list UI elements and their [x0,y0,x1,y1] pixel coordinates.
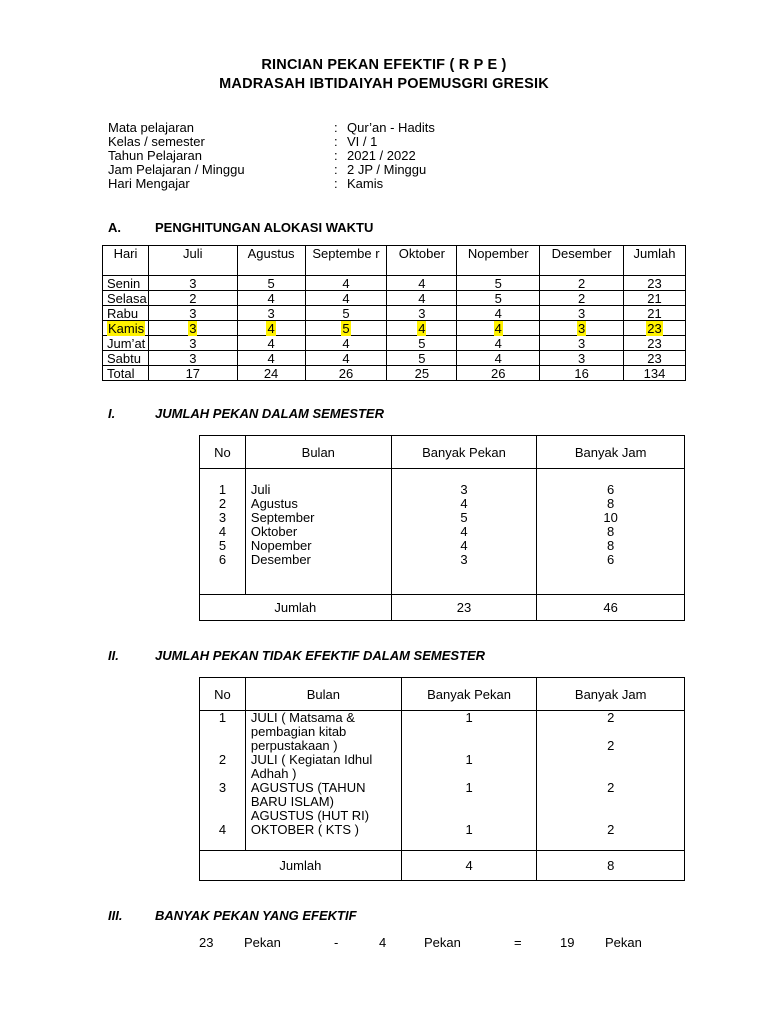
cell-line: Agustus [250,496,298,511]
info-value: VI / 1 [347,134,378,149]
cell-text: 4 [267,335,275,351]
cell-line [402,767,537,781]
value-cell [457,276,540,291]
value-cell [387,351,457,366]
cell-text: 21 [647,290,662,306]
allocation-table [102,245,686,381]
value-cell [387,306,457,321]
cell-line: 4 [460,524,468,539]
cell-text: 3 [189,350,197,366]
total-row [200,851,685,881]
value-cell [540,291,624,306]
cell-text: 16 [574,365,589,381]
value-cell [624,321,686,336]
non-effective-weeks-table [199,677,685,881]
cell-line: Adhah ) [250,766,297,781]
header-cell: Desember [540,246,624,276]
cell-line: Nopember [250,538,312,553]
bulan-column [245,469,391,595]
value-cell [624,276,686,291]
cell-line: OKTOBER ( KTS ) [250,822,359,837]
cell-text: 4 [494,335,502,351]
cell-line: 8 [607,524,615,539]
cell-text: 5 [342,320,350,336]
cell-line: 6 [607,482,615,497]
cell-line [200,739,245,753]
cell-line: 1 [465,822,473,837]
cell-line [200,725,245,739]
section-1-heading [108,406,384,421]
value-cell [305,306,387,321]
cell-text: 5 [418,350,426,366]
cell-line: 1 [465,710,473,725]
cell-line: 3 [460,482,468,497]
value-cell [148,351,237,366]
cell-line: 2 [218,496,227,511]
info-value: Qur’an - Hadits [347,120,435,135]
info-label: Jam Pelajaran / Minggu [108,162,245,177]
cell-line [402,795,537,809]
value-cell [540,306,624,321]
cell-line: 4 [460,496,468,511]
section-number: III. [108,908,123,923]
cell-line: 3 [218,510,227,525]
section-number: II. [108,648,119,663]
cell-line: 4 [218,822,227,837]
value-cell [148,291,237,306]
cell-line [200,809,245,823]
header-cell: No [200,436,246,469]
value-cell [237,291,305,306]
value-cell [237,321,305,336]
cell-line [402,809,537,823]
value-cell [624,291,686,306]
cell-line [402,725,537,739]
eq-total-weeks: 23 [199,935,214,950]
cell-text: 4 [494,305,502,321]
info-label: Tahun Pelajaran [108,148,202,163]
value-cell [624,366,686,381]
info-value: 2021 / 2022 [347,148,416,163]
value-cell [237,351,305,366]
eq-result: 19 [560,935,575,950]
table-row [103,351,686,366]
cell-text: 3 [577,305,586,321]
total-pekan: 23 [391,595,537,621]
cell-text: 5 [494,290,502,306]
info-colon: : [334,176,338,191]
cell-text: 5 [494,275,502,291]
header-cell: Juli [148,246,237,276]
effective-weeks-table [199,435,685,621]
cell-line: 6 [218,552,227,567]
total-jam: 46 [537,595,685,621]
cell-line [200,795,245,809]
cell-text: 3 [189,335,197,351]
cell-line: pembagian kitab [250,724,347,739]
table-row [103,336,686,351]
table-header-row [200,678,685,711]
cell-text: 24 [263,365,279,381]
value-cell [457,321,540,336]
value-cell [148,366,237,381]
cell-text: 5 [342,305,350,321]
cell-text: 4 [418,275,426,291]
cell-text: Total [107,365,135,381]
cell-text: 4 [418,290,426,306]
value-cell [624,336,686,351]
cell-line: 1 [465,752,473,767]
value-cell [540,366,624,381]
total-label: Jumlah [200,851,402,881]
cell-text: 4 [342,350,350,366]
eq-equals: = [514,935,522,950]
cell-line: Desember [250,552,311,567]
cell-line: AGUSTUS (TAHUN [250,780,366,795]
eq-non-effective: 4 [379,935,387,950]
header-cell: Oktober [387,246,457,276]
cell-text: 21 [647,305,662,321]
table-row [103,321,686,336]
cell-line: 4 [218,524,227,539]
cell-line: September [250,510,315,525]
info-value: Kamis [347,176,384,191]
value-cell [387,336,457,351]
value-cell [387,366,457,381]
jam-column [537,469,685,595]
cell-line: 2 [607,822,615,837]
cell-text: 25 [414,365,430,381]
info-colon: : [334,134,338,149]
table-header-row [103,246,686,276]
table-row [200,469,685,595]
cell-line: 5 [460,510,468,525]
cell-line: 2 [607,738,615,753]
info-row-year [108,149,435,163]
info-colon: : [334,162,338,177]
cell-text: Kamis [108,320,145,336]
eq-unit: Pekan [244,935,281,950]
value-cell [457,336,540,351]
eq-unit: Pekan [605,935,642,950]
no-column [200,711,246,851]
cell-line: 3 [218,780,227,795]
day-cell [103,321,149,336]
cell-text: 3 [267,305,275,321]
cell-text: 4 [267,350,275,366]
info-label: Hari Mengajar [108,176,190,191]
cell-line: 5 [218,538,227,553]
table-row [103,366,686,381]
cell-text: 4 [494,350,502,366]
day-cell [103,336,149,351]
value-cell [457,351,540,366]
cell-text: 3 [577,350,586,366]
table-header-row [200,436,685,469]
bulan-column [245,711,401,851]
cell-text: 2 [189,290,197,306]
cell-text: 2 [577,290,586,306]
cell-text: Rabu [107,305,139,321]
jam-column [537,711,685,851]
cell-line: JULI ( Matsama & [250,710,355,725]
value-cell [148,336,237,351]
cell-line [537,795,684,809]
header-cell: Agustus [237,246,305,276]
course-info [108,121,435,191]
pekan-column [401,711,537,851]
cell-text: 3 [577,320,586,336]
cell-text: 4 [267,320,275,336]
header-cell: Bulan [245,436,391,469]
cell-text: 3 [418,305,426,321]
document-title: RINCIAN PEKAN EFEKTIF ( R P E ) [261,57,507,73]
cell-text: Senin [107,275,141,291]
section-a-heading [108,220,373,235]
header-cell: Septembe r [305,246,387,276]
cell-text: Sabtu [107,350,141,366]
info-colon: : [334,148,338,163]
cell-text: 4 [342,275,350,291]
section-title: BANYAK PEKAN YANG EFEKTIF [155,908,357,923]
info-value: 2 JP / Minggu [347,162,427,177]
pekan-column [391,469,537,595]
value-cell [540,321,624,336]
cell-text: Jum’at [107,335,146,351]
cell-text: 4 [342,335,350,351]
cell-line: 1 [465,780,473,795]
value-cell [387,291,457,306]
section-title: JUMLAH PEKAN TIDAK EFEKTIF DALAM SEMESTER [155,648,486,663]
cell-line [537,767,684,781]
value-cell [624,306,686,321]
cell-line [200,767,245,781]
value-cell [148,276,237,291]
value-cell [237,276,305,291]
cell-line: 1 [218,482,227,497]
header-cell: Bulan [245,678,401,711]
cell-text: 23 [647,350,662,366]
header-cell: Banyak Pekan [401,678,537,711]
day-cell [103,351,149,366]
cell-line: 3 [460,552,468,567]
value-cell [540,276,624,291]
value-cell [305,351,387,366]
school-name: MADRASAH IBTIDAIYAH POEMUSGRI GRESIK [219,76,549,92]
info-label: Kelas / semester [108,134,205,149]
day-cell [103,276,149,291]
table-row [103,306,686,321]
cell-text: 3 [189,275,197,291]
cell-text: 3 [189,305,197,321]
value-cell [457,291,540,306]
header-cell: No [200,678,246,711]
cell-text: 23 [647,335,662,351]
cell-line: 4 [460,538,468,553]
cell-text: 17 [185,365,201,381]
value-cell [305,276,387,291]
header-cell: Jumlah [624,246,686,276]
day-cell [103,366,149,381]
cell-text: 3 [577,335,586,351]
section-number: A. [108,220,121,235]
value-cell [305,366,387,381]
info-row-subject [108,121,435,135]
cell-line: BARU ISLAM) [250,794,334,809]
cell-line: 2 [607,780,615,795]
no-column [200,469,246,595]
cell-line: AGUSTUS (HUT RI) [250,808,370,823]
eq-minus: - [334,935,339,950]
cell-line: 8 [607,538,615,553]
value-cell [237,366,305,381]
cell-line [402,739,537,753]
cell-line: 8 [607,496,615,511]
table-row [103,291,686,306]
info-label: Mata pelajaran [108,120,194,135]
allocation-table-body [103,276,686,381]
cell-text: 134 [643,365,666,381]
cell-text: 4 [494,320,502,336]
cell-line [537,753,684,767]
cell-line: 10 [603,510,618,525]
value-cell [540,351,624,366]
cell-line: JULI ( Kegiatan Idhul [250,752,373,767]
total-row [200,595,685,621]
total-label: Jumlah [200,595,392,621]
table-row [103,276,686,291]
section-title: JUMLAH PEKAN DALAM SEMESTER [155,406,384,421]
cell-text: 4 [267,290,275,306]
day-cell [103,291,149,306]
cell-text: 4 [342,290,350,306]
total-pekan: 4 [401,851,537,881]
value-cell [148,306,237,321]
cell-text: 5 [418,335,426,351]
total-jam: 8 [537,851,685,881]
cell-line: 2 [218,752,227,767]
cell-line: 2 [607,710,615,725]
value-cell [387,321,457,336]
value-cell [305,336,387,351]
day-cell [103,306,149,321]
section-2-heading [108,648,485,663]
header-cell: Banyak Jam [537,678,685,711]
info-row-class [108,135,435,149]
info-colon: : [334,120,338,135]
header-cell: Hari [103,246,149,276]
value-cell [305,291,387,306]
cell-text: 23 [647,320,662,336]
section-number: I. [108,406,116,421]
value-cell [237,306,305,321]
cell-text: 26 [490,365,506,381]
section-3-heading [108,908,357,923]
header-cell: Nopember [457,246,540,276]
cell-line: Oktober [250,524,298,539]
cell-text: 3 [189,320,197,336]
cell-text: 23 [647,275,662,291]
value-cell [387,276,457,291]
value-cell [540,336,624,351]
section-title: PENGHITUNGAN ALOKASI WAKTU [155,220,374,235]
cell-text: Selasa [107,290,147,306]
eq-unit: Pekan [424,935,461,950]
cell-line: 6 [607,552,615,567]
value-cell [457,366,540,381]
cell-text: 26 [338,365,354,381]
info-row-hours [108,163,435,177]
value-cell [237,336,305,351]
cell-line: 1 [218,710,227,725]
value-cell [305,321,387,336]
header-cell: Banyak Jam [537,436,685,469]
info-row-day [108,177,435,191]
header-cell: Banyak Pekan [391,436,537,469]
cell-text: 2 [577,275,586,291]
cell-line [537,809,684,823]
cell-line: perpustakaan ) [250,738,338,753]
cell-text: 4 [418,320,426,336]
table-row [200,711,685,851]
cell-line [537,725,684,739]
cell-line: Juli [250,482,271,497]
value-cell [624,351,686,366]
cell-text: 5 [267,275,275,291]
value-cell [148,321,237,336]
value-cell [457,306,540,321]
